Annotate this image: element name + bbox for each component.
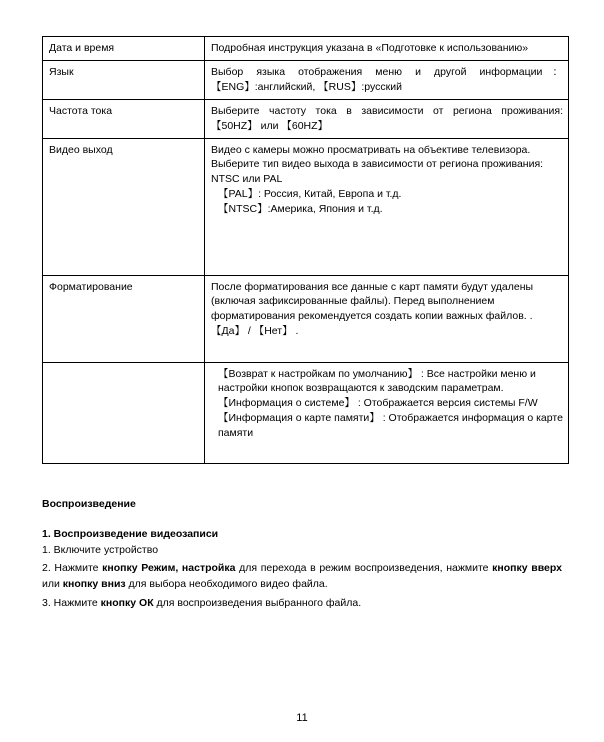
row-description: Выбор языка отображения меню и другой информации：【ENG】:английский, 【RUS】:русский [205,60,569,99]
settings-table [42,36,569,464]
section-title: Воспроизведение [42,497,136,510]
row-description-line: 【PAL】: Россия, Китай, Европа и т.д. [218,188,402,201]
row-description: Выберите частоту тока в зависимости от региона проживания: 【50HZ】 или 【60HZ】 [205,99,569,138]
step-3-suffix: для воспроизведения выбранного файла. [153,596,362,609]
row-label: Дата и время [43,37,205,61]
step-1: 1. Включите устройство [42,543,159,556]
step-2-bold-down-button: кнопку вниз [62,578,126,591]
row-description [205,362,569,463]
step-2-bold-up-button: кнопку вверх [492,562,562,575]
row-description-line: 【NTSC】:Америка, Япония и т.д. [218,203,383,216]
step-2-suffix: для выбора необходимого видео файла. [125,578,328,591]
step-2-bold-mode-button: кнопку Режим, настройка [102,562,236,575]
step-2 [42,561,562,593]
row-label: Видео выход [43,138,205,275]
step-3-bold-ok-button: кнопку ОК [100,596,154,609]
row-description-line: 【Информация о карте памяти】 : Отображается информация о карте памяти [218,412,563,440]
step-2-mid-1: для перехода в режим воспроизведения, нажмите [235,562,493,575]
page-number: 11 [296,712,308,724]
row-description-line: Видео с камеры можно просматривать на объективе телевизора. Выберите тип видео выхода в зависимости от региона проживания: NTSC или PAL [211,143,544,186]
step-3 [42,596,562,612]
table-row [43,60,569,99]
step-3-prefix: 3. Нажмите [42,596,101,609]
step-2-prefix: 2. Нажмите [42,562,103,575]
table-row [43,99,569,138]
row-description [205,138,569,275]
table-row [43,275,569,362]
row-description-line: 【Информация о системе】 : Отображается версия системы F/W [218,397,538,410]
row-label: Язык [43,60,205,99]
table-row [43,362,569,463]
row-description: Подробная инструкция указана в «Подготовке к использованию» [205,37,569,61]
step-2-mid-2: или [42,578,63,591]
subsection-title: 1. Воспроизведение видеозаписи [42,527,219,540]
row-label: Форматирование [43,275,205,362]
row-description: После форматирования все данные с карт памяти будут удалены (включая зафиксированные файлы). Перед выполнением форматирования рекомендуется создать копии важных файлов. . 【Да】 / 【Нет】 . [205,275,569,362]
row-label [43,362,205,463]
table-row [43,138,569,275]
row-description-line: 【Возврат к настройкам по умолчанию】 : Все настройки меню и настройки кнопок возвращаются к заводским параметрам. [218,367,536,395]
row-label: Частота тока [43,99,205,138]
table-row [43,37,569,61]
